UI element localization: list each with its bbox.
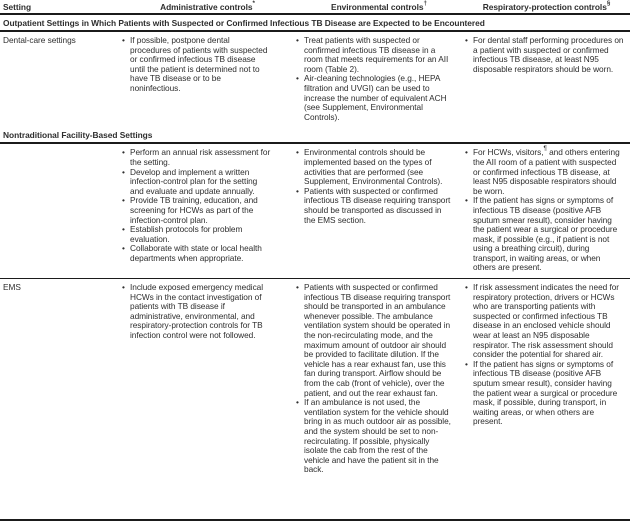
bullet-item <box>296 398 455 475</box>
bullet-text: Establish protocols for problem evaluation. <box>130 224 243 244</box>
bullet-icon: • <box>122 224 125 235</box>
bullet-text: For HCWs, visitors,¶ and others entering the AII room of a patient with suspected or confirmed infectious TB disease, at least N95 disposable respirators should be worn. <box>473 145 620 196</box>
bullet-item <box>465 283 624 360</box>
bullet-item <box>465 36 624 74</box>
bullet-item <box>122 225 271 244</box>
bullet-icon: • <box>465 358 468 369</box>
section-header: Nontraditional Facility-Based Settings <box>3 130 153 141</box>
bullet-icon: • <box>296 35 299 45</box>
bullet-icon: • <box>122 282 125 293</box>
environmental-cell <box>295 279 463 480</box>
section-header: Outpatient Settings in Which Patients with Suspected or Confirmed Infectious TB Disease are Expected to be Encountered <box>3 18 485 28</box>
bullet-text: Provide TB training, education, and screening for HCWs as part of the infection-control plan. <box>130 195 258 225</box>
respiratory-cell <box>463 144 630 278</box>
bullet-icon: • <box>122 166 125 177</box>
bullet-icon: • <box>465 282 468 293</box>
table-header-row <box>0 0 630 13</box>
bullet-icon: • <box>465 35 468 45</box>
respiratory-cell <box>463 32 630 127</box>
bullet-item <box>122 283 271 341</box>
bullet-text: For dental staff performing procedures on a patient with suspected or confirmed infectious TB disease, at least N95 disposable respirators should be worn. <box>473 35 624 74</box>
bullet-icon: • <box>465 195 468 206</box>
bullet-text: Collaborate with state or local health departments when appropriate. <box>130 243 262 263</box>
setting-cell: Dental-care settings <box>3 35 76 45</box>
bullet-icon: • <box>465 147 468 158</box>
bullet-icon: • <box>296 397 299 408</box>
respiratory-cell <box>463 279 630 480</box>
bullet-icon: • <box>296 147 299 158</box>
administrative-cell <box>120 144 295 278</box>
setting-cell: EMS <box>3 282 21 293</box>
bullet-icon: • <box>122 35 125 45</box>
bullet-item <box>296 283 455 398</box>
bullet-item <box>296 148 455 186</box>
bullet-text: Patients with suspected or confirmed infectious TB disease requiring transport should be transported in an ambulance whenever possible. The ambulance ventilation system should be operated in the non-recirculating mode, and the maximum amount of outdoor air should be provided to facilitate dilution. If the vehicle has a rear exhaust fan, use this fan during transport. Airflow should be from the cab (front of vehicle), over the patient, and out the rear exhaust fan. <box>304 282 451 398</box>
bullet-item <box>122 148 271 167</box>
bullet-text: Perform an annual risk assessment for the setting. <box>130 147 271 167</box>
table-row <box>0 144 630 278</box>
footnote-mark: † <box>423 0 427 7</box>
bullet-item <box>122 244 271 263</box>
bullet-item <box>465 196 624 273</box>
column-header-setting <box>0 1 120 13</box>
bullet-text: If the patient has signs or symptoms of infectious TB disease (positive AFB sputum smear result), consider having the patient wear a surgical or procedure mask, if possible (e.g., if patient is not using a breathing circuit), during transport, in waiting areas, or when others are present. <box>473 195 618 273</box>
bullet-icon: • <box>122 147 125 158</box>
bullet-item <box>122 168 271 197</box>
bullet-text: If possible, postpone dental procedures of patients with suspected or confirmed infectious TB disease until the patient is determined not to have TB disease or to be noninfectious. <box>130 35 268 93</box>
bullet-item <box>465 360 624 427</box>
administrative-cell <box>120 279 295 480</box>
bullet-text: If risk assessment indicates the need for respiratory protection, drivers or HCWs who are transporting patients with suspected or confirmed infectious TB disease in an enclosed vehicle should wear at least an N95 disposable respirator. The risk assessment should consider the potential for shared air. <box>473 282 619 360</box>
table-body <box>0 15 630 480</box>
environmental-cell <box>295 32 463 127</box>
bullet-item <box>465 145 624 196</box>
column-header-environmental <box>295 1 463 13</box>
table-row <box>0 279 630 480</box>
bullet-icon: • <box>296 282 299 293</box>
bullet-text: Air-cleaning technologies (e.g., HEPA filtration and UVGI) can be used to increase the number of equivalent ACH (see Supplement, Environmental Controls). <box>304 73 447 122</box>
bullet-item <box>296 36 455 74</box>
administrative-cell <box>120 32 295 127</box>
column-header-label: Environmental controls <box>331 2 424 12</box>
bullet-text: Develop and implement a written infection-control plan for the setting and evaluate and update annually. <box>130 166 258 196</box>
bullet-text: Treat patients with suspected or confirmed infectious TB disease in a room that meets requirements for an AII room (Table 2). <box>304 35 449 74</box>
environmental-cell <box>295 144 463 278</box>
footnote-mark: § <box>606 0 611 7</box>
bullet-text: Environmental controls should be implemented based on the types of activities that are performed (see Supplement, Environmental Controls). <box>304 147 443 187</box>
column-header-administrative <box>120 1 295 13</box>
bullet-text: Include exposed emergency medical HCWs in the contact investigation of patients with TB disease if administrative, environmental, and respiratory-protection controls for TB infection control were not followed. <box>130 282 264 341</box>
column-header-respiratory <box>463 1 630 13</box>
bullet-item <box>296 74 455 122</box>
bullet-text: If an ambulance is not used, the ventilation system for the vehicle should bring in as much outdoor air as possible, and the system should be set to non-recirculating. If possible, physically isolate the cab from the rest of the vehicle and have the patient sit in the back. <box>304 397 451 475</box>
setting-cell <box>0 144 120 278</box>
bullet-icon: • <box>296 185 299 196</box>
bullet-item <box>122 36 271 94</box>
table-row <box>0 32 630 127</box>
bullet-item <box>122 196 271 225</box>
footnote-mark: * <box>252 0 255 7</box>
bullet-text: If the patient has signs or symptoms of infectious TB disease (positive AFB sputum smear result), consider having the patient wear a surgical or procedure mask, if possible, during transport, in waiting areas, or when others are present. <box>473 358 618 427</box>
bullet-item <box>296 187 455 225</box>
bullet-text: Patients with suspected or confirmed infectious TB disease requiring transport should be transported as discussed in the EMS section. <box>304 185 451 225</box>
bullet-icon: • <box>122 243 125 254</box>
bullet-icon: • <box>122 195 125 206</box>
column-header-label: Administrative controls <box>160 2 253 12</box>
column-header-label: Respiratory-protection controls <box>482 2 607 12</box>
bullet-icon: • <box>296 73 299 84</box>
column-header-label: Setting <box>3 2 32 12</box>
footnote-mark: ¶ <box>543 145 547 153</box>
